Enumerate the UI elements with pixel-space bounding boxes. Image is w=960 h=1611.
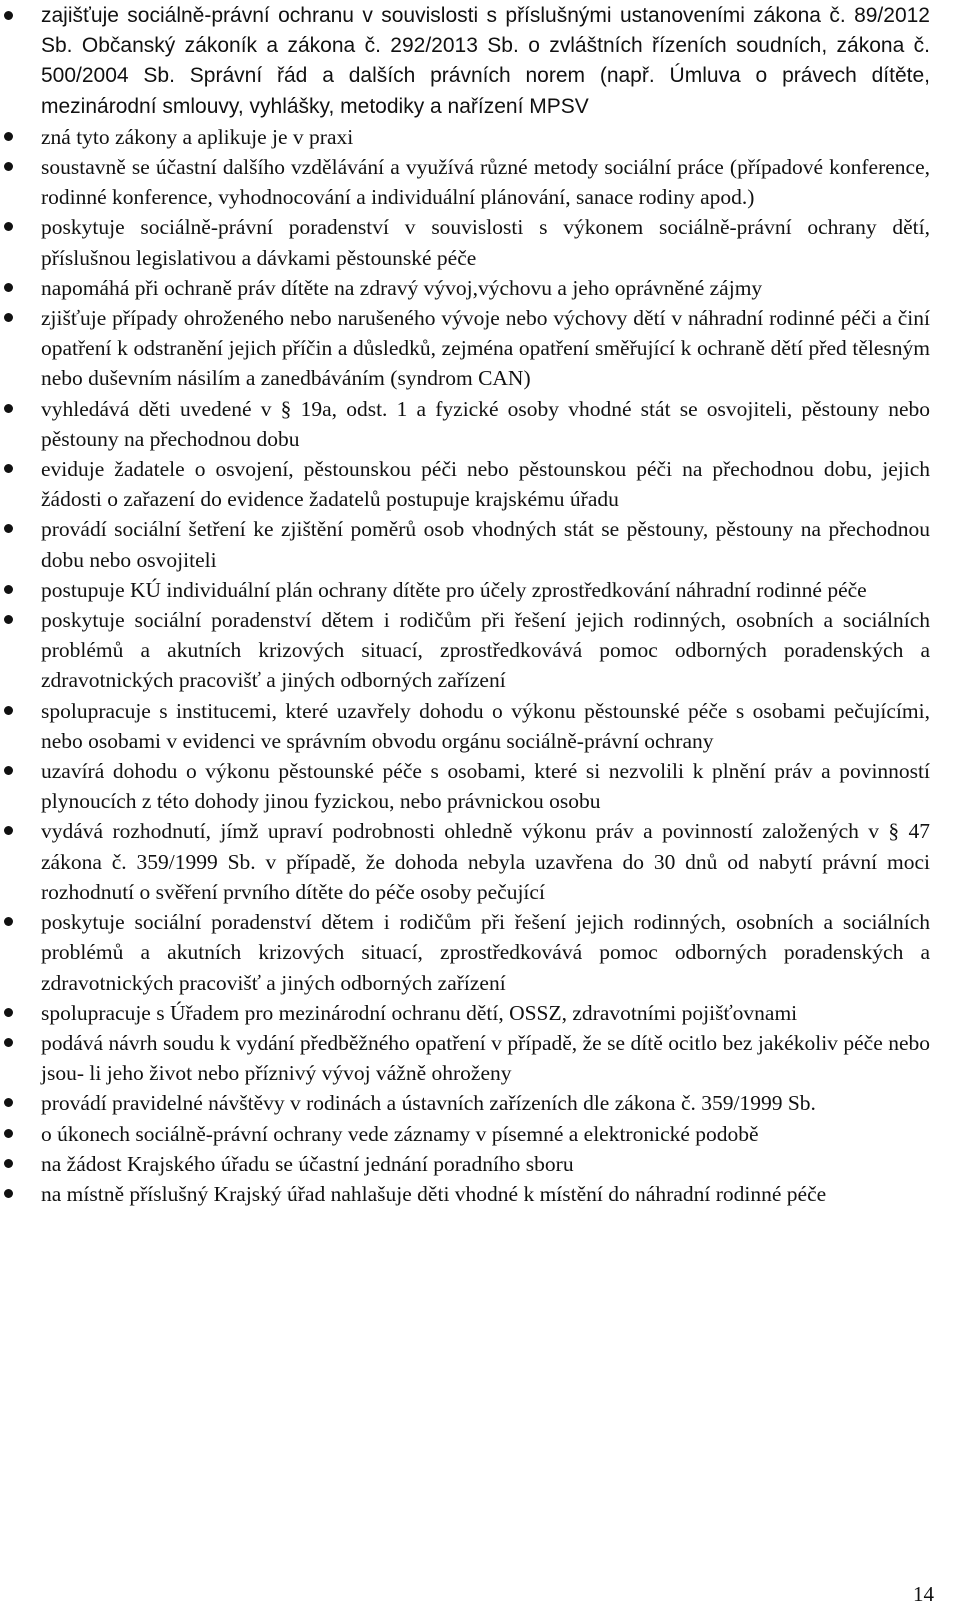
list-item — [0, 575, 930, 605]
list-item — [0, 1028, 930, 1088]
bullet-icon — [4, 766, 13, 775]
list-item — [0, 998, 930, 1028]
list-item — [0, 212, 930, 272]
list-item — [0, 273, 930, 303]
bullet-icon — [4, 464, 13, 473]
bullet-icon — [4, 1129, 13, 1138]
list-item-text: na žádost Krajského úřadu se účastní jednání poradního sboru — [41, 1151, 574, 1176]
list-item-text: eviduje žadatele o osvojení, pěstounskou péči nebo pěstounskou péči na přechodnou dobu, jejich žádosti o zařazení do evidence žadatelů postupuje krajskému úřadu — [41, 457, 930, 512]
bullet-icon — [4, 826, 13, 835]
list-item — [0, 514, 930, 574]
bullet-icon — [4, 313, 13, 322]
list-item — [0, 907, 930, 998]
list-item-text: vyhledává děti uvedené v § 19a, odst. 1 a fyzické osoby vhodné stát se osvojiteli, pěstouny nebo pěstouny na přechodnou dobu — [41, 396, 930, 451]
list-item-text: spolupracuje s institucemi, které uzavřely dohodu o výkonu pěstounské péče s osobami pečujícími, nebo osobami v evidenci ve správním obvodu orgánu sociálně-právní ochrany — [41, 698, 930, 753]
list-item — [0, 303, 930, 394]
list-item-text: poskytuje sociální poradenství dětem i rodičům při řešení jejich rodinných, osobních a sociálních problémů a akutních krizových situací, zprostředkovává pomoc odborných poradenských a zdravotnických pracovišť a jiných odborných zařízení — [41, 910, 930, 995]
list-item-text: napomáhá při ochraně práv dítěte na zdravý vývoj,výchovu a jeho oprávněné zájmy — [41, 275, 763, 300]
list-item-text: zjišťuje případy ohroženého nebo narušeného vývoje nebo výchovy dětí v náhradní rodinné péči a činí opatření k odstranění jejich příčin a důsledků, zejména opatření směřující k ochraně dětí před tělesným nebo duševním násilím a zanedbáváním (syndrom CAN) — [41, 306, 930, 391]
list-item-text: podává návrh soudu k vydání předběžného opatření v případě, že se dítě ocitlo bez jakékoliv péče nebo jsou- li jeho život nebo příznivý vývoj vážně ohroženy — [41, 1030, 930, 1086]
list-item — [0, 454, 930, 514]
bullet-icon — [4, 1189, 13, 1198]
list-item-text: zná tyto zákony a aplikuje je v praxi — [41, 124, 354, 149]
bullet-icon — [4, 132, 13, 141]
list-item-text: soustavně se účastní dalšího vzdělávání a využívá různé metody sociální práce (případové konference, rodinné konference, vyhodnocování a individuální plánování, sanace rodiny apod.) — [41, 155, 930, 210]
bullet-icon — [4, 706, 13, 715]
list-item — [0, 394, 930, 454]
list-item-text: poskytuje sociální poradenství dětem i rodičům při řešení jejich rodinných, osobních a sociálních problémů a akutních krizových situací, zprostředkovává pomoc odborných poradenských a zdravotnických pracovišť a jiných odborných zařízení — [41, 608, 930, 693]
list-item — [0, 1119, 930, 1149]
list-item — [0, 1179, 930, 1209]
list-item — [0, 1, 930, 122]
list-item — [0, 696, 930, 756]
bullet-icon — [4, 1038, 13, 1047]
bullet-icon — [4, 615, 13, 624]
bullet-icon — [4, 404, 13, 413]
bullet-icon — [4, 11, 13, 20]
list-item-text: provádí pravidelné návštěvy v rodinách a ústavních zařízeních dle zákona č. 359/1999 Sb. — [41, 1091, 816, 1116]
duties-bullet-list — [0, 1, 960, 1209]
list-item-text: uzavírá dohodu o výkonu pěstounské péče s osobami, které si nezvolili k plnění práv a povinností plynoucích z této dohody jinou fyzickou, nebo právnickou osobu — [41, 759, 930, 814]
bullet-icon — [4, 1098, 13, 1107]
list-item — [0, 152, 930, 212]
list-item-text: poskytuje sociálně-právní poradenství v souvislosti s výkonem sociálně-právní ochrany dětí, příslušnou legislativou a dávkami pěstounské péče — [41, 215, 930, 270]
bullet-icon — [4, 222, 13, 231]
list-item-text: na místně příslušný Krajský úřad nahlašuje děti vhodné k místění do náhradní rodinné péče — [41, 1181, 827, 1206]
list-item-text: postupuje KÚ individuální plán ochrany dítěte pro účely zprostředkování náhradní rodinné péče — [41, 577, 867, 602]
bullet-icon — [4, 162, 13, 171]
list-item — [0, 756, 930, 816]
list-item-text: vydává rozhodnutí, jímž upraví podrobnosti ohledně výkonu práv a povinností založených v § 47 zákona č. 359/1999 Sb. v případě, že dohoda nebyla uzavřena do 30 dnů od nabytí právní moci rozhodnutí o svěření prvního dítěte do péče osoby pečující — [41, 819, 930, 904]
bullet-icon — [4, 585, 13, 594]
list-item — [0, 605, 930, 696]
list-item — [0, 122, 930, 152]
list-item — [0, 1149, 930, 1179]
list-item-text: o úkonech sociálně-právní ochrany vede záznamy v písemné a elektronické podobě — [41, 1121, 759, 1146]
list-item — [0, 816, 930, 907]
bullet-icon — [4, 524, 13, 533]
bullet-icon — [4, 1008, 13, 1017]
list-item-text: provádí sociální šetření ke zjištění poměrů osob vhodných stát se pěstouny, pěstouny na přechodnou dobu nebo osvojiteli — [41, 517, 930, 572]
page-number: 14 — [913, 1582, 934, 1606]
list-item-text: zajišťuje sociálně-právní ochranu v souvislosti s příslušnými ustanoveními zákona č. 89/2012 Sb. Občanský zákoník a zákona č. 292/2013 Sb. o zvláštních řízeních soudních, zákona č. 500/2004 Sb. Správní řád a dalších právních norem (např. Úmluva o právech dítěte, mezinárodní smlouvy, vyhlášky, metodiky a nařízení MPSV — [41, 4, 930, 118]
bullet-icon — [4, 1159, 13, 1168]
list-item — [0, 1088, 930, 1118]
list-item-text: spolupracuje s Úřadem pro mezinárodní ochranu dětí, OSSZ, zdravotními pojišťovnami — [41, 1000, 798, 1025]
bullet-icon — [4, 917, 13, 926]
bullet-icon — [4, 283, 13, 292]
